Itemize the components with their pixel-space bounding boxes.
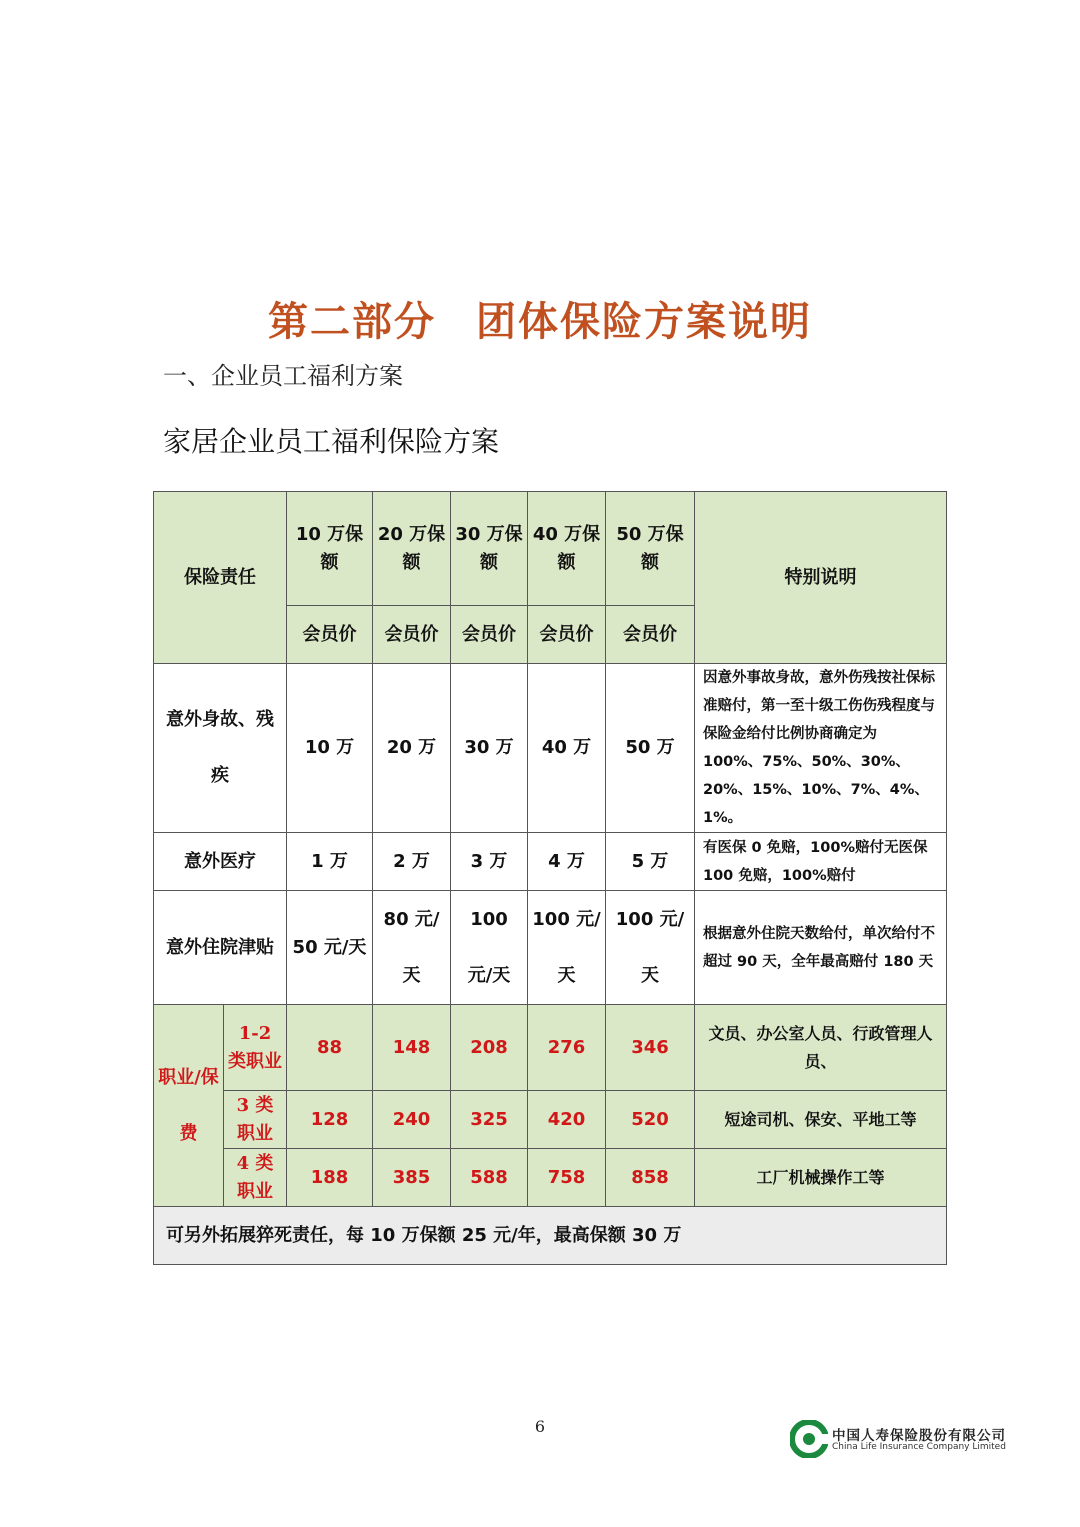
premium-value: 208 [451, 1005, 528, 1091]
row-value: 3 万 [451, 833, 528, 891]
premium-value: 188 [287, 1149, 373, 1207]
table-row [154, 833, 947, 891]
row-value: 1 万 [287, 833, 373, 891]
occupation-class: 4 类职业 [224, 1149, 287, 1207]
footer-row [154, 1207, 947, 1265]
premium-value: 276 [528, 1005, 606, 1091]
row-label: 意外身故、残疾 [154, 664, 287, 833]
row-value: 10 万 [287, 664, 373, 833]
header-special-note: 特别说明 [695, 492, 947, 664]
member-price-4: 会员价 [528, 606, 606, 664]
occupation-note: 工厂机械操作工等 [695, 1149, 947, 1207]
premium-value: 858 [606, 1149, 695, 1207]
member-price-1: 会员价 [287, 606, 373, 664]
premium-value: 148 [373, 1005, 451, 1091]
section-heading: 一、企业员工福利方案 [163, 362, 403, 390]
header-row [154, 492, 947, 606]
row-value: 50 元/天 [287, 891, 373, 1005]
header-amount-4: 40 万保额 [528, 492, 606, 606]
table-row [154, 891, 947, 1005]
row-note: 有医保 0 免赔，100%赔付无医保 100 免赔，100%赔付 [695, 833, 947, 891]
member-price-2: 会员价 [373, 606, 451, 664]
row-note: 根据意外住院天数给付，单次给付不超过 90 天，全年最高赔付 180 天 [695, 891, 947, 1005]
occupation-note: 短途司机、保安、平地工等 [695, 1091, 947, 1149]
row-value: 100 元/天 [451, 891, 528, 1005]
header-amount-5: 50 万保额 [606, 492, 695, 606]
row-value: 5 万 [606, 833, 695, 891]
table-footer-note: 可另外拓展猝死责任，每 10 万保额 25 元/年，最高保额 30 万 [154, 1207, 947, 1265]
insurance-plan-table [153, 491, 947, 1265]
premium-value: 420 [528, 1091, 606, 1149]
header-amount-2: 20 万保额 [373, 492, 451, 606]
premium-value: 240 [373, 1091, 451, 1149]
row-value: 100 元/天 [528, 891, 606, 1005]
premium-row [154, 1149, 947, 1207]
member-price-3: 会员价 [451, 606, 528, 664]
table-row [154, 664, 947, 833]
company-logo [790, 1420, 1050, 1460]
row-label: 意外医疗 [154, 833, 287, 891]
row-value: 80 元/天 [373, 891, 451, 1005]
row-label: 意外住院津贴 [154, 891, 287, 1005]
china-life-logo-icon [790, 1420, 828, 1458]
page-title [0, 290, 1080, 347]
occupation-class: 1-2 类职业 [224, 1005, 287, 1091]
premium-value: 588 [451, 1149, 528, 1207]
member-price-5: 会员价 [606, 606, 695, 664]
plan-title: 家居企业员工福利保险方案 [163, 425, 500, 458]
row-value: 4 万 [528, 833, 606, 891]
row-value: 20 万 [373, 664, 451, 833]
header-amount-1: 10 万保额 [287, 492, 373, 606]
premium-row [154, 1091, 947, 1149]
title-part: 第二部分 [268, 299, 436, 345]
premium-value: 520 [606, 1091, 695, 1149]
header-liability: 保险责任 [154, 492, 287, 664]
row-value: 40 万 [528, 664, 606, 833]
premium-value: 325 [451, 1091, 528, 1149]
premium-value: 346 [606, 1005, 695, 1091]
premium-value: 385 [373, 1149, 451, 1207]
occupation-note: 文员、办公室人员、行政管理人员、 [695, 1005, 947, 1091]
header-amount-3: 30 万保额 [451, 492, 528, 606]
logo-english-name: China Life Insurance Company Limited [832, 1442, 1006, 1452]
page-number: 6 [534, 1417, 546, 1436]
premium-group-label: 职业/保费 [154, 1005, 224, 1207]
row-value: 100 元/天 [606, 891, 695, 1005]
premium-value: 128 [287, 1091, 373, 1149]
occupation-class: 3 类职业 [224, 1091, 287, 1149]
premium-row [154, 1005, 947, 1091]
premium-value: 758 [528, 1149, 606, 1207]
title-name: 团体保险方案说明 [476, 299, 812, 345]
row-note: 因意外事故身故，意外伤残按社保标准赔付，第一至十级工伤伤残程度与保险金给付比例协商确定为 100%、75%、50%、30%、20%、15%、10%、7%、4%、1%。 [695, 664, 947, 833]
row-value: 50 万 [606, 664, 695, 833]
premium-value: 88 [287, 1005, 373, 1091]
logo-chinese-name: 中国人寿保险股份有限公司 [832, 1428, 1006, 1444]
row-value: 2 万 [373, 833, 451, 891]
row-value: 30 万 [451, 664, 528, 833]
